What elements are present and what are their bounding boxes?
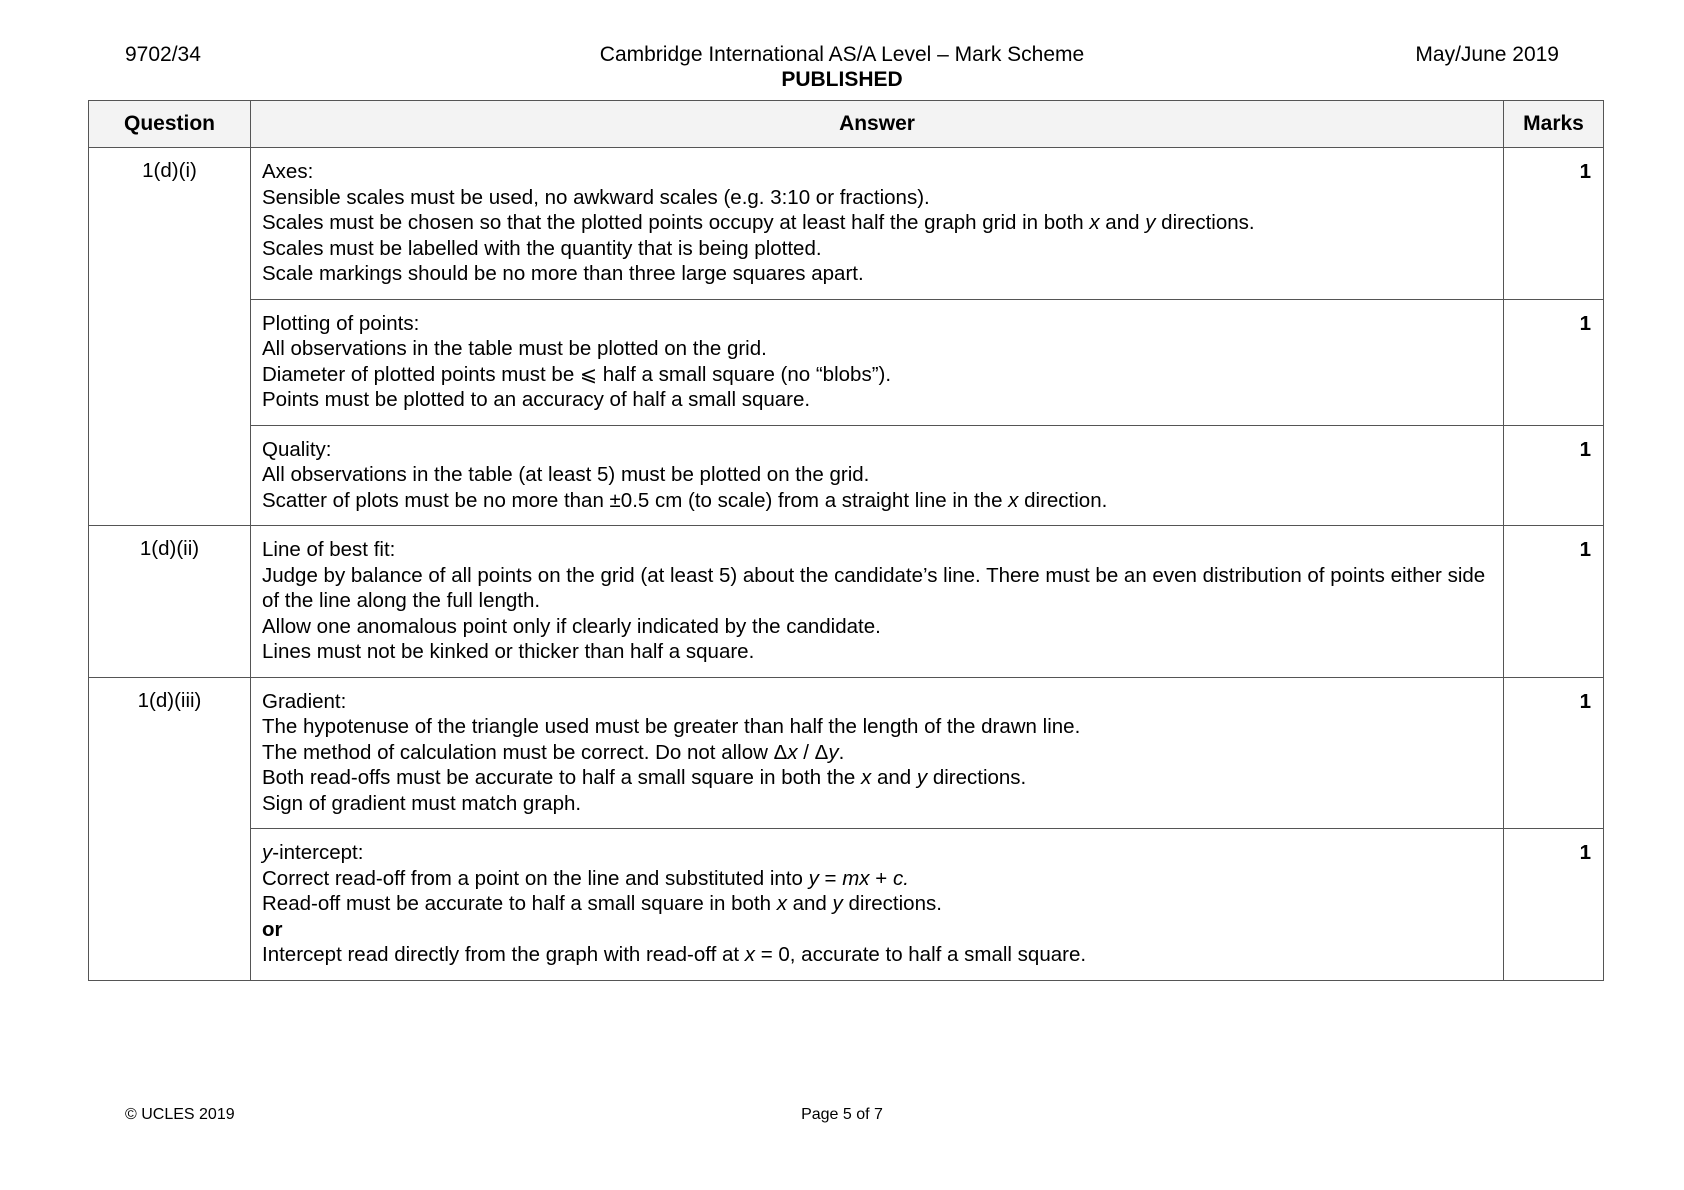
mark-value: 1 xyxy=(1504,148,1604,300)
answer-line: y-intercept: xyxy=(262,841,364,864)
answer-line: The method of calculation must be correct. Do not allow Δx / Δy. xyxy=(262,740,845,764)
table-row xyxy=(89,829,1604,981)
answer-line: Scales must be labelled with the quantity that is being plotted. xyxy=(262,236,822,260)
answer-line: Both read-offs must be accurate to half a small square in both the x and y directions. xyxy=(262,766,1027,789)
question-number: 1(d)(iii) xyxy=(89,677,251,980)
mark-value: 1 xyxy=(1504,829,1604,981)
table-row xyxy=(89,526,1604,678)
page-number: Page 5 of 7 xyxy=(801,1106,883,1123)
answer-line: Lines must not be kinked or thicker than half a square. xyxy=(262,640,755,663)
published-label: PUBLISHED xyxy=(781,68,903,91)
answer-line: All observations in the table must be plotted on the grid. xyxy=(262,337,767,360)
answer-line: Judge by balance of all points on the grid (at least 5) about the candidate’s line. There must be an even distribution of points either side of the line along the full length. xyxy=(262,563,1486,612)
answer-line: Quality: xyxy=(262,437,332,461)
answer-line: Sensible scales must be used, no awkward scales (e.g. 3:10 or fractions). xyxy=(262,185,930,209)
table-header-row xyxy=(89,101,1604,148)
table-row xyxy=(89,425,1604,526)
answer-cell xyxy=(251,148,1504,300)
answer-line: Axes: xyxy=(262,160,314,183)
exam-session: May/June 2019 xyxy=(1415,43,1559,66)
paper-code: 9702/34 xyxy=(125,43,201,66)
copyright-notice: © UCLES 2019 xyxy=(125,1106,235,1123)
marks-column-header: Marks xyxy=(1504,101,1604,148)
answer-cell xyxy=(251,829,1504,981)
answer-cell xyxy=(251,677,1504,829)
question-number: 1(d)(ii) xyxy=(89,526,251,678)
answer-cell xyxy=(251,425,1504,526)
table-row xyxy=(89,677,1604,829)
mark-value: 1 xyxy=(1504,526,1604,678)
answer-line: Sign of gradient must match graph. xyxy=(262,791,582,815)
answer-cell xyxy=(251,299,1504,425)
answer-cell xyxy=(251,526,1504,678)
mark-scheme-table xyxy=(88,100,1604,981)
answer-line: Scales must be chosen so that the plotted points occupy at least half the graph grid in both x and y directions. xyxy=(262,211,1255,234)
answer-line: Line of best fit: xyxy=(262,538,396,561)
answer-line: Points must be plotted to an accuracy of half a small square. xyxy=(262,388,811,411)
answer-line: Scale markings should be no more than three large squares apart. xyxy=(262,262,864,285)
answer-line: Read-off must be accurate to half a small square in both x and y directions. xyxy=(262,892,942,915)
answer-line: Scatter of plots must be no more than ±0.5 cm (to scale) from a straight line in the x direction. xyxy=(262,488,1108,512)
mark-value: 1 xyxy=(1504,677,1604,829)
answer-column-header: Answer xyxy=(251,101,1504,148)
mark-value: 1 xyxy=(1504,425,1604,526)
table-row xyxy=(89,148,1604,300)
answer-line: Intercept read directly from the graph with read-off at x = 0, accurate to half a small square. xyxy=(262,943,1087,966)
question-number: 1(d)(i) xyxy=(89,148,251,526)
answer-line: or xyxy=(262,917,283,941)
answer-line: Allow one anomalous point only if clearly indicated by the candidate. xyxy=(262,614,881,638)
document-title: Cambridge International AS/A Level – Mark Scheme xyxy=(599,43,1085,66)
answer-line: Gradient: xyxy=(262,689,347,713)
mark-value: 1 xyxy=(1504,299,1604,425)
answer-line: Diameter of plotted points must be ⩽ half a small square (no “blobs”). xyxy=(262,362,892,386)
table-row xyxy=(89,299,1604,425)
answer-line: Correct read-off from a point on the line and substituted into y = mx + c. xyxy=(262,866,909,890)
question-column-header: Question xyxy=(89,101,251,148)
answer-line: The hypotenuse of the triangle used must be greater than half the length of the drawn line. xyxy=(262,715,1081,738)
answer-line: Plotting of points: xyxy=(262,311,420,335)
answer-line: All observations in the table (at least 5) must be plotted on the grid. xyxy=(262,463,870,486)
